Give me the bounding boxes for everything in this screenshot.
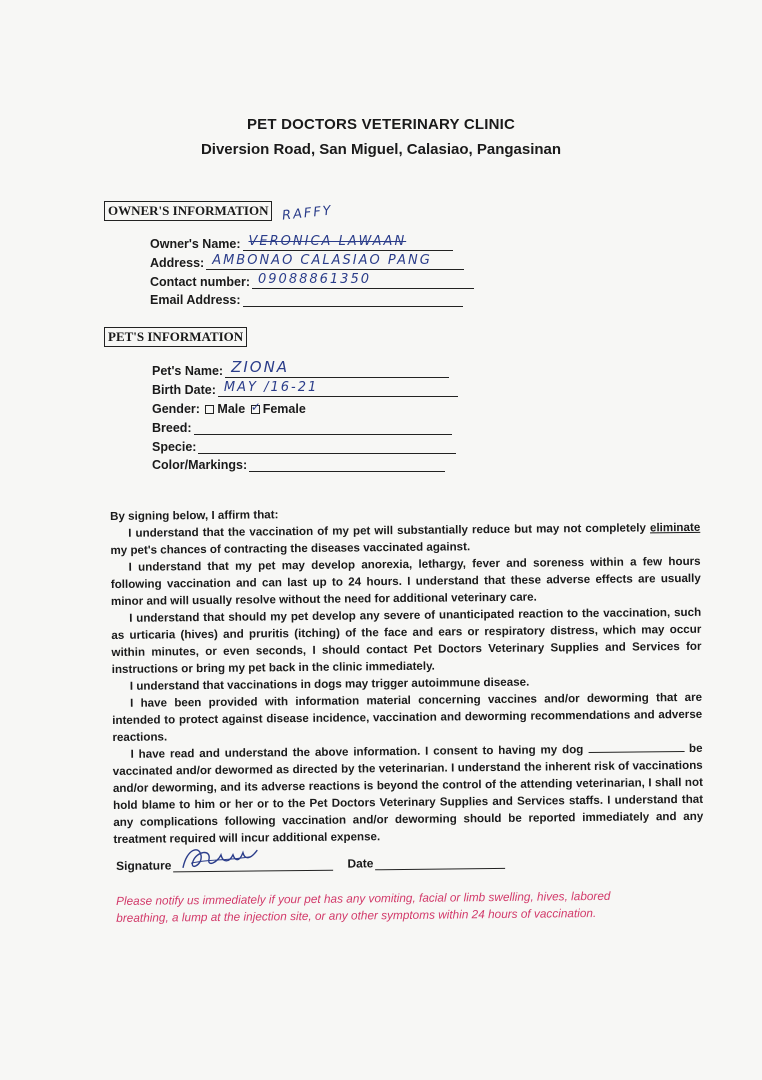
email-line[interactable] — [243, 292, 463, 307]
contact-value: 09088861350 — [258, 272, 371, 287]
affirmation-p3: I understand that should my pet develop any severe of unanticipated reaction to the vaccination, such as urticaria (hives) and pruritis (itching) of the face and ears or respiratory distress, which may occur within minutes, or even seconds, I should contact Pet Doctors Veterinary Supplies and Services for instructions or bring my pet back in the clinic immediately. — [111, 605, 702, 676]
affirmation-p1-underlined: eliminate — [649, 520, 701, 535]
signature-row — [116, 854, 505, 873]
breed-label: Breed: — [152, 421, 192, 435]
color-markings-label: Color/Markings: — [152, 458, 248, 472]
specie-label: Specie: — [152, 440, 197, 454]
affirmation-p6 — [112, 740, 703, 848]
clinic-name: PET DOCTORS VETERINARY CLINIC — [246, 116, 516, 133]
gender-field — [152, 402, 306, 416]
birth-date-label: Birth Date: — [152, 383, 216, 397]
affirmation-text — [110, 502, 704, 848]
contact-field[interactable] — [150, 274, 474, 289]
female-checkbox[interactable] — [251, 405, 260, 414]
date-label: Date — [347, 856, 374, 871]
contact-label: Contact number: — [150, 275, 250, 289]
breed-field[interactable] — [152, 420, 452, 435]
email-label: Email Address: — [150, 293, 241, 307]
owner-name-correction: RAFFY — [281, 203, 334, 224]
breed-line[interactable] — [194, 420, 452, 435]
address-value: AMBONAO CALASIAO PANG — [212, 253, 432, 268]
signature-line[interactable] — [173, 856, 333, 873]
address-line[interactable] — [206, 255, 464, 270]
signature-scribble — [177, 840, 267, 875]
birth-date-line[interactable] — [218, 382, 458, 397]
form-header — [0, 116, 762, 158]
gender-label: Gender: — [152, 402, 200, 416]
affirmation-p1-text-end: my pet's chances of contracting the diseases vaccinated against. — [110, 540, 471, 557]
pet-section-title: PET'S INFORMATION — [104, 327, 247, 347]
address-label: Address: — [150, 256, 205, 270]
color-markings-field[interactable] — [152, 457, 445, 472]
owner-name-label: Owner's Name: — [150, 237, 241, 251]
dog-name-blank[interactable] — [588, 741, 684, 753]
pet-name-label: Pet's Name: — [152, 364, 224, 378]
owner-name-line[interactable] — [243, 236, 453, 251]
pet-name-value: ZIONA — [231, 358, 290, 376]
owner-name-value: VERONICA LAWAAN — [248, 234, 407, 249]
affirmation-p6-text: I have read and understand the above information. I consent to having my dog — [130, 743, 589, 761]
contact-line[interactable] — [252, 274, 474, 289]
owner-name-field[interactable] — [150, 236, 453, 251]
address-field[interactable] — [150, 255, 464, 270]
date-line[interactable] — [375, 854, 505, 870]
signature-label: Signature — [116, 858, 172, 873]
pet-name-line[interactable] — [225, 358, 449, 378]
specie-line[interactable] — [198, 439, 456, 454]
affirmation-p5: I have been provided with information material concerning vaccines and/or deworming that are intended to protect against disease incidence, vaccination and deworming recommendations and adverse reactions. — [112, 690, 703, 744]
male-label: Male — [217, 402, 246, 416]
affirmation-p2: I understand that my pet may develop anorexia, lethargy, fever and soreness within a few hours following vaccination and can last up to 24 hours. I understand that these adverse effects are usually minor and will usually resolve without the need for additional veterinary care. — [110, 554, 701, 608]
pet-name-field[interactable] — [152, 358, 449, 378]
birth-date-value: MAY /16-21 — [223, 380, 319, 395]
email-field[interactable] — [150, 292, 463, 307]
specie-field[interactable] — [152, 439, 456, 454]
color-markings-line[interactable] — [249, 457, 445, 472]
affirmation-p1-text: I understand that the vaccination of my pet will substantially reduce but may not completely — [128, 521, 651, 540]
birth-date-field[interactable] — [152, 382, 458, 397]
affirmation-intro: By signing below, I affirm that: — [110, 508, 279, 523]
affirmation-p4: I understand that vaccinations in dogs may trigger autoimmune disease. — [129, 675, 530, 693]
symptom-notice: Please notify us immediately if your pet has any vomiting, facial or limb swelling, hives, labored breathing, a lump at the injection site, or any other symptoms within 24 hours of vaccination. — [116, 888, 611, 925]
affirmation-p6-text-end: be vaccinated and/or dewormed as directed by the veterinarian. I understand the inherent risk of vaccinations and/or deworming, and its adverse reactions is beyond the control of the attending veterinarian, I shall not hold blame to him or her or to the Pet Doctors Veterinary Supplies and Services staffs. I understand that any complications following vaccination and/or deworming should be reported immediately and any treatment required will incur additional expense. — [112, 741, 704, 846]
owner-section-title: OWNER'S INFORMATION — [104, 201, 272, 221]
male-checkbox[interactable] — [205, 405, 214, 414]
female-label: Female — [262, 402, 306, 416]
clinic-address: Diversion Road, San Miguel, Calasiao, Pangasinan — [200, 141, 562, 158]
